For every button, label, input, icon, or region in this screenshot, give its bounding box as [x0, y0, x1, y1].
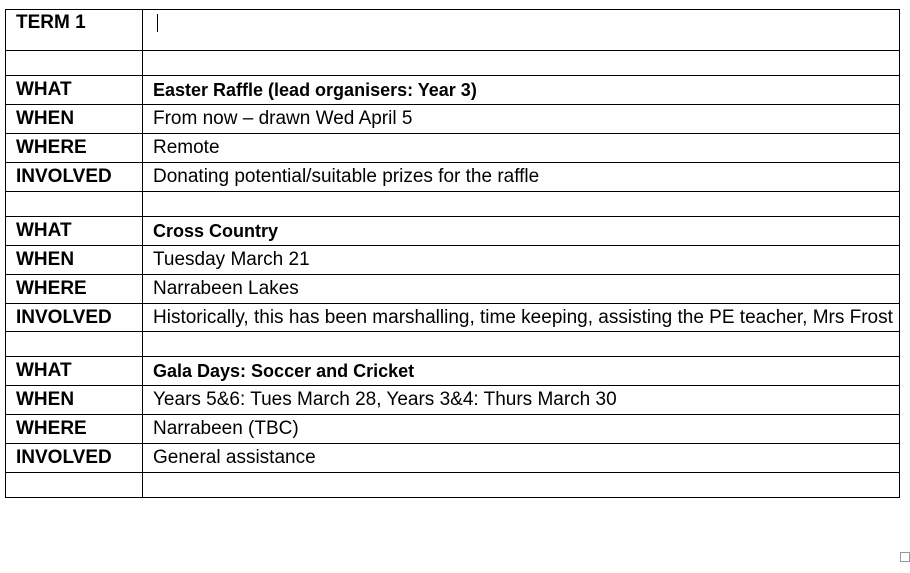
- row-label-when[interactable]: WHEN: [6, 386, 143, 415]
- table-row: [6, 134, 900, 163]
- row-label-involved[interactable]: INVOLVED: [6, 163, 143, 192]
- table-row: [6, 415, 900, 444]
- table-row: [6, 217, 900, 246]
- row-label-where[interactable]: WHERE: [6, 275, 143, 304]
- table-row: [6, 76, 900, 105]
- spacer-row: [6, 51, 900, 76]
- row-label-when[interactable]: WHEN: [6, 246, 143, 275]
- row-label-where[interactable]: WHERE: [6, 415, 143, 444]
- spacer-row: [6, 192, 900, 217]
- row-label-involved[interactable]: INVOLVED: [6, 444, 143, 473]
- table-resize-handle[interactable]: [900, 552, 910, 562]
- row-label-what[interactable]: WHAT: [6, 217, 143, 246]
- title-right-cell[interactable]: [143, 10, 900, 51]
- row-value-where[interactable]: Remote: [143, 134, 900, 163]
- row-label-when[interactable]: WHEN: [6, 105, 143, 134]
- table-row: [6, 246, 900, 275]
- row-value-what[interactable]: Cross Country: [143, 217, 900, 246]
- table-row: [6, 163, 900, 192]
- row-value-involved[interactable]: General assistance: [143, 444, 900, 473]
- table-row: [6, 444, 900, 473]
- row-value-when[interactable]: Tuesday March 21: [143, 246, 900, 275]
- table-row: [6, 304, 900, 332]
- row-value-what[interactable]: Gala Days: Soccer and Cricket: [143, 357, 900, 386]
- row-value-when[interactable]: Years 5&6: Tues March 28, Years 3&4: Thurs March 30: [143, 386, 900, 415]
- table-header-row: [6, 10, 900, 51]
- row-label-involved[interactable]: INVOLVED: [6, 304, 143, 332]
- table-row: [6, 275, 900, 304]
- spacer-row: [6, 473, 900, 498]
- row-label-where[interactable]: WHERE: [6, 134, 143, 163]
- row-value-where[interactable]: Narrabeen (TBC): [143, 415, 900, 444]
- table-row: [6, 105, 900, 134]
- row-value-where[interactable]: Narrabeen Lakes: [143, 275, 900, 304]
- page-title[interactable]: TERM 1: [6, 10, 143, 51]
- text-cursor: [157, 14, 158, 32]
- spacer-row: [6, 332, 900, 357]
- table-row: [6, 357, 900, 386]
- row-value-what[interactable]: Easter Raffle (lead organisers: Year 3): [143, 76, 900, 105]
- table-row: [6, 386, 900, 415]
- event-table: [5, 9, 900, 498]
- row-value-involved[interactable]: Historically, this has been marshalling, time keeping, assisting the PE teacher, Mrs Frost: [143, 304, 900, 332]
- row-label-what[interactable]: WHAT: [6, 76, 143, 105]
- row-label-what[interactable]: WHAT: [6, 357, 143, 386]
- row-value-involved[interactable]: Donating potential/suitable prizes for the raffle: [143, 163, 900, 192]
- row-value-when[interactable]: From now – drawn Wed April 5: [143, 105, 900, 134]
